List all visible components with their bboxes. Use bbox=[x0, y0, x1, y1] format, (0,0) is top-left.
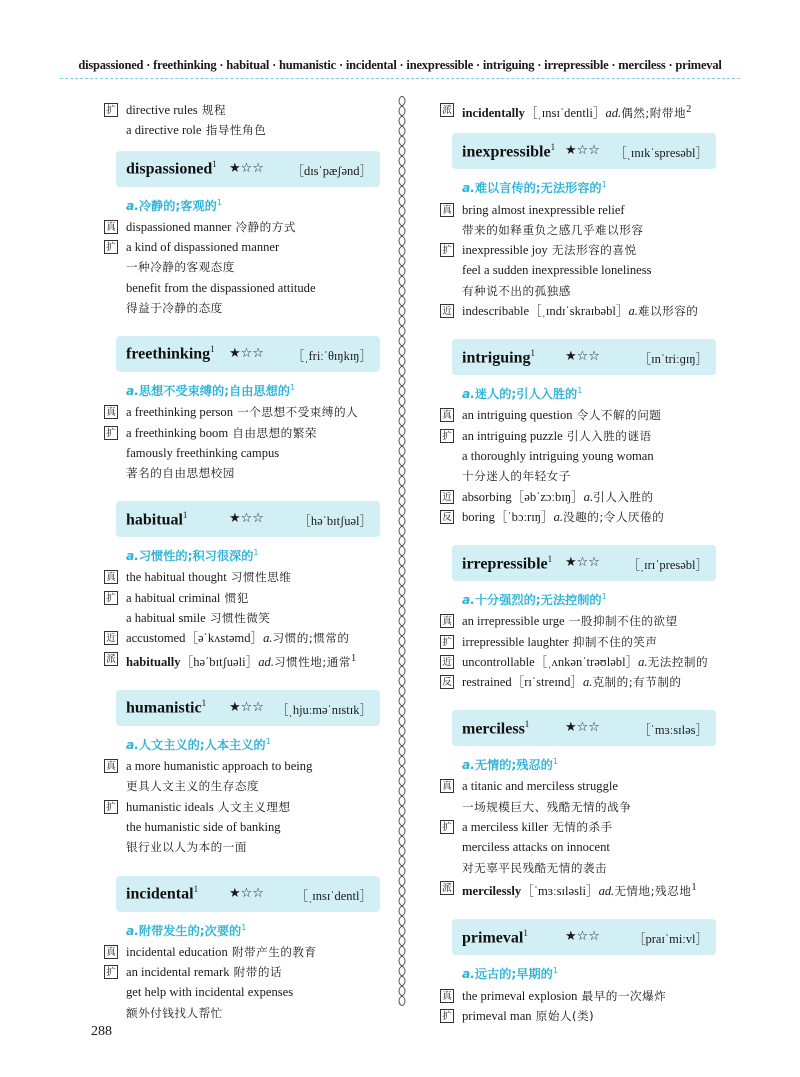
label-badge: 真 bbox=[440, 989, 454, 1003]
phonetic: ［ˌɪnsɪˈdentl］ bbox=[295, 888, 372, 903]
example-line bbox=[104, 776, 380, 796]
sense-superscript: 1 bbox=[601, 592, 607, 602]
chinese-text: 指导性角色 bbox=[201, 123, 267, 138]
chinese-text: 引人入胜的谜语 bbox=[562, 428, 652, 443]
english-text: humanistic ideals bbox=[126, 799, 214, 814]
entry-spacer bbox=[440, 527, 716, 535]
right-column bbox=[440, 100, 716, 1026]
entry-spacer bbox=[104, 858, 380, 866]
phonetic: ［ˌfriːˈθɪŋkɪŋ］ bbox=[291, 349, 372, 364]
sense-definition bbox=[462, 587, 716, 610]
entry-spacer bbox=[104, 318, 380, 326]
example-line bbox=[440, 776, 716, 796]
chinese-text: 额外付钱找人帮忙 bbox=[126, 1005, 223, 1020]
label-badge: 扩 bbox=[104, 800, 118, 814]
chinese-text: 一种冷静的客观态度 bbox=[126, 260, 235, 275]
chinese-text: 习惯的;惯常的 bbox=[272, 631, 350, 646]
label-badge: 派 bbox=[104, 652, 118, 666]
headword-superscript: 1 bbox=[182, 509, 188, 520]
label-badge: 扩 bbox=[104, 426, 118, 440]
headword bbox=[462, 928, 528, 947]
english-text: an irrepressible urge bbox=[462, 614, 565, 629]
headword bbox=[126, 884, 198, 903]
english-text: dispassioned manner bbox=[126, 219, 232, 234]
english-text: an intriguing puzzle bbox=[462, 428, 563, 443]
example-line bbox=[440, 466, 716, 486]
chinese-text: 带来的如释重负之感几乎难以形容 bbox=[462, 222, 644, 237]
sense-definition bbox=[126, 193, 380, 216]
star-rating: ★☆☆ bbox=[565, 143, 600, 159]
chinese-text: 自由思想的繁荣 bbox=[228, 425, 317, 440]
english-text: ［həˈbɪtʃuəli］ bbox=[180, 654, 259, 669]
star-rating: ★☆☆ bbox=[565, 929, 600, 945]
sense-text: 难以言传的;无法形容的 bbox=[474, 181, 602, 196]
english-text: a habitual criminal bbox=[126, 590, 221, 605]
example-line bbox=[104, 982, 380, 1002]
headword-text: freethinking bbox=[126, 345, 211, 363]
headword-text: irrepressible bbox=[462, 554, 548, 572]
example-line bbox=[440, 301, 716, 321]
label-badge: 扩 bbox=[440, 635, 454, 649]
sense-definition bbox=[462, 381, 716, 404]
label-badge: 真 bbox=[104, 570, 118, 584]
label-badge: 扩 bbox=[440, 820, 454, 834]
part-of-speech: ad. bbox=[598, 884, 615, 899]
sense-pos: a. bbox=[126, 549, 139, 564]
label-badge: 真 bbox=[440, 779, 454, 793]
sense-pos: a. bbox=[126, 738, 139, 753]
chinese-text: 一个思想不受束缚的人 bbox=[233, 405, 359, 420]
chinese-text: 抑制不住的笑声 bbox=[568, 634, 658, 649]
phonetic: ［ˌɪnɪkˈspresəbl］ bbox=[614, 146, 708, 161]
chinese-text: 习惯性思维 bbox=[226, 570, 292, 585]
chinese-text: 引人入胜的 bbox=[593, 489, 654, 504]
label-badge: 近 bbox=[440, 490, 454, 504]
entry-spacer bbox=[104, 672, 380, 680]
headword-superscript: 1 bbox=[193, 884, 199, 894]
example-line bbox=[440, 652, 716, 672]
entry-headword-bar bbox=[116, 690, 380, 726]
english-text: uncontrollable［ˌʌnkənˈtrəʊləbl］ bbox=[462, 654, 639, 669]
phonetic: ［ˌɪrɪˈpresəbl］ bbox=[627, 558, 708, 573]
part-of-speech: a. bbox=[583, 675, 593, 690]
headword-text: incidental bbox=[126, 885, 194, 903]
entry-headword-bar bbox=[116, 336, 380, 372]
running-header: dispassioned · freethinking · habitual · humanistic · incidental · inexpressible · intriguing · irrepressible · merciless · primeval bbox=[78, 58, 722, 72]
example-line bbox=[440, 200, 716, 220]
chinese-text: 对无辜平民残酷无情的袭击 bbox=[462, 860, 608, 875]
left-column bbox=[104, 100, 380, 1023]
example-line bbox=[440, 240, 716, 260]
example-line bbox=[440, 487, 716, 507]
star-rating: ★☆☆ bbox=[229, 160, 264, 176]
example-line bbox=[440, 260, 716, 280]
english-text: merciless attacks on innocent bbox=[462, 840, 610, 855]
phonetic: ［ˈmɜːsɪləs］ bbox=[638, 723, 708, 738]
sense-text: 十分强烈的;无法控制的 bbox=[474, 593, 602, 608]
english-text: feel a sudden inexpressible loneliness bbox=[462, 263, 652, 278]
chinese-text: 人文主义理想 bbox=[213, 799, 291, 814]
chinese-text: 冷静的方式 bbox=[231, 219, 296, 234]
example-line bbox=[104, 1003, 380, 1023]
example-line bbox=[440, 632, 716, 652]
entry-headword-bar bbox=[116, 501, 380, 537]
example-line bbox=[104, 443, 380, 463]
example-line bbox=[440, 446, 716, 466]
headword-superscript: 1 bbox=[547, 553, 553, 564]
example-line bbox=[440, 878, 716, 901]
sense-superscript: 1 bbox=[253, 548, 259, 558]
star-rating: ★☆☆ bbox=[229, 885, 264, 901]
chinese-text: 一场规模巨大、残酷无情的战争 bbox=[462, 799, 632, 814]
label-badge: 真 bbox=[104, 220, 118, 234]
example-line bbox=[104, 423, 380, 443]
label-badge: 反 bbox=[440, 510, 454, 524]
sense-text: 迷人的;引人入胜的 bbox=[474, 387, 578, 402]
sense-pos: a. bbox=[462, 181, 475, 196]
english-text: absorbing［əbˈzɔːbɪŋ］ bbox=[462, 489, 584, 504]
part-of-speech: a. bbox=[583, 489, 594, 504]
chinese-text: 银行业以人为本的一面 bbox=[126, 840, 247, 855]
english-text: get help with incidental expenses bbox=[126, 985, 294, 1000]
chinese-text: 难以形容的 bbox=[637, 304, 699, 319]
chinese-text: 十分迷人的年轻女子 bbox=[462, 469, 571, 484]
example-line bbox=[440, 405, 716, 425]
english-text: ［ˈmɜːsɪləsli］ bbox=[521, 884, 599, 899]
entry-spacer bbox=[104, 483, 380, 491]
example-line bbox=[440, 611, 716, 631]
derived-word: mercilessly bbox=[462, 884, 522, 899]
english-text: a freethinking person bbox=[126, 405, 234, 420]
sense-definition bbox=[126, 918, 380, 941]
english-text: a habitual smile bbox=[126, 611, 206, 626]
phonetic: ［dɪsˈpæʃənd］ bbox=[291, 163, 372, 178]
derived-word: habitually bbox=[126, 654, 181, 669]
example-line bbox=[440, 1006, 716, 1026]
sense-text: 人文主义的;人本主义的 bbox=[138, 738, 266, 753]
label-badge: 扩 bbox=[440, 429, 454, 443]
chinese-text: 无情的杀手 bbox=[548, 820, 613, 835]
label-badge: 扩 bbox=[104, 240, 118, 254]
label-badge: 真 bbox=[104, 759, 118, 773]
headword-superscript: 1 bbox=[550, 141, 556, 152]
chinese-text: 克制的;有节制的 bbox=[592, 675, 682, 690]
sense-superscript: 1 bbox=[552, 966, 558, 976]
chinese-text: 偶然;附带地 bbox=[621, 106, 687, 121]
entry-headword-bar bbox=[452, 339, 716, 375]
headword-superscript: 1 bbox=[523, 927, 528, 938]
chinese-text: 无情地;残忍地 bbox=[614, 884, 692, 899]
headword bbox=[126, 510, 187, 529]
chinese-text: 附带的话 bbox=[229, 965, 283, 980]
part-of-speech: ad. bbox=[258, 654, 274, 669]
example-line bbox=[440, 986, 716, 1006]
star-rating: ★☆☆ bbox=[229, 700, 264, 716]
label-badge: 反 bbox=[440, 675, 454, 689]
english-text: the humanistic side of banking bbox=[126, 820, 281, 835]
english-text: a titanic and merciless struggle bbox=[462, 779, 618, 794]
english-text: the habitual thought bbox=[126, 570, 227, 585]
chinese-text: 无法控制的 bbox=[647, 654, 709, 669]
headword bbox=[462, 719, 529, 738]
sense-pos: a. bbox=[462, 758, 475, 773]
headword bbox=[126, 344, 215, 363]
entry-headword-bar bbox=[116, 876, 380, 912]
sense-pos: a. bbox=[126, 384, 139, 399]
sense-definition bbox=[126, 732, 380, 755]
sense-text: 附带发生的;次要的 bbox=[138, 923, 242, 938]
example-line bbox=[104, 837, 380, 857]
english-text: ［ˌɪnsɪˈdentli］ bbox=[524, 106, 606, 121]
example-line bbox=[440, 100, 716, 123]
frequency-superscript: 2 bbox=[686, 104, 692, 115]
phonetic: ［ˌhjuːməˈnɪstɪk］ bbox=[276, 703, 372, 718]
example-line bbox=[104, 628, 380, 648]
example-line bbox=[104, 962, 380, 982]
headword bbox=[126, 698, 206, 717]
sense-text: 冷静的;客观的 bbox=[138, 198, 217, 213]
english-text: bring almost inexpressible relief bbox=[462, 202, 625, 217]
english-text: accustomed［əˈkʌstəmd］ bbox=[126, 631, 264, 646]
chinese-text: 没趣的;令人厌倦的 bbox=[563, 509, 665, 524]
frequency-superscript: 1 bbox=[350, 652, 357, 664]
example-line bbox=[440, 507, 716, 527]
star-rating: ★☆☆ bbox=[565, 555, 600, 571]
label-badge: 近 bbox=[440, 655, 454, 669]
chinese-text: 附带产生的教育 bbox=[227, 944, 317, 959]
chinese-text: 有种说不出的孤独感 bbox=[462, 283, 571, 298]
sense-superscript: 1 bbox=[289, 383, 296, 393]
label-badge: 真 bbox=[104, 405, 118, 419]
headword-superscript: 1 bbox=[212, 158, 217, 169]
english-text: a directive role bbox=[126, 123, 202, 138]
english-text: a freethinking boom bbox=[126, 425, 229, 440]
sense-pos: a. bbox=[462, 967, 475, 982]
label-badge: 真 bbox=[440, 203, 454, 217]
sense-text: 远古的;早期的 bbox=[474, 967, 553, 982]
example-line bbox=[440, 426, 716, 446]
part-of-speech: a. bbox=[263, 631, 273, 646]
sense-superscript: 1 bbox=[577, 386, 583, 396]
example-line bbox=[104, 797, 380, 817]
chinese-text: 令人不解的问题 bbox=[572, 408, 662, 423]
english-text: an incidental remark bbox=[126, 965, 230, 980]
english-text: indescribable［ˌɪndɪˈskraɪbəbl］ bbox=[462, 304, 629, 319]
sense-pos: a. bbox=[126, 923, 139, 938]
sense-superscript: 1 bbox=[265, 737, 271, 747]
example-line bbox=[440, 858, 716, 878]
sense-text: 思想不受束缚的;自由思想的 bbox=[138, 384, 290, 399]
example-line bbox=[104, 217, 380, 237]
headword-text: dispassioned bbox=[126, 160, 213, 178]
example-line bbox=[104, 649, 380, 672]
headword-text: intriguing bbox=[462, 348, 531, 366]
example-line bbox=[104, 298, 380, 318]
example-line bbox=[104, 257, 380, 277]
sense-definition bbox=[462, 961, 716, 984]
english-text: famously freethinking campus bbox=[126, 445, 280, 460]
chinese-text: 习惯性地;通常 bbox=[274, 654, 351, 669]
chinese-text: 无法形容的喜悦 bbox=[547, 243, 637, 258]
entry-spacer bbox=[440, 692, 716, 700]
headword bbox=[462, 348, 535, 367]
example-line bbox=[104, 100, 380, 120]
headword bbox=[126, 159, 217, 178]
example-line bbox=[104, 278, 380, 298]
example-line bbox=[440, 837, 716, 857]
example-line bbox=[104, 567, 380, 587]
chinese-text: 最早的一次爆炸 bbox=[577, 988, 667, 1003]
sense-pos: a. bbox=[462, 593, 475, 608]
sense-superscript: 1 bbox=[216, 197, 222, 207]
example-line bbox=[440, 817, 716, 837]
headword-superscript: 1 bbox=[201, 698, 207, 709]
entry-headword-bar bbox=[452, 919, 716, 955]
headword bbox=[462, 142, 555, 161]
english-text: incidental education bbox=[126, 944, 228, 959]
english-text: a more humanistic approach to being bbox=[126, 759, 313, 774]
example-line bbox=[104, 237, 380, 257]
sense-superscript: 1 bbox=[552, 757, 558, 767]
chinese-text: 原始人(类) bbox=[531, 1008, 595, 1023]
star-rating: ★☆☆ bbox=[229, 346, 264, 362]
column-divider-ornament bbox=[397, 96, 407, 1006]
entry-headword-bar bbox=[452, 710, 716, 746]
example-line bbox=[440, 797, 716, 817]
chinese-text: 一股抑制不住的欲望 bbox=[564, 614, 678, 629]
star-rating: ★☆☆ bbox=[565, 349, 600, 365]
chinese-text: 惯犯 bbox=[220, 590, 249, 605]
label-badge: 派 bbox=[440, 881, 454, 895]
english-text: inexpressible joy bbox=[462, 243, 548, 258]
example-line bbox=[104, 608, 380, 628]
example-line bbox=[104, 463, 380, 483]
label-badge: 真 bbox=[440, 408, 454, 422]
entry-spacer bbox=[440, 321, 716, 329]
header-rule bbox=[60, 78, 740, 79]
sense-definition bbox=[126, 543, 380, 566]
headword-text: habitual bbox=[126, 511, 183, 529]
phonetic: ［praɪˈmiːvl］ bbox=[633, 932, 708, 947]
label-badge: 真 bbox=[440, 614, 454, 628]
example-line bbox=[440, 672, 716, 692]
part-of-speech: ad. bbox=[605, 106, 622, 121]
label-badge: 近 bbox=[440, 304, 454, 318]
part-of-speech: a. bbox=[628, 304, 638, 319]
label-badge: 扩 bbox=[440, 243, 454, 257]
sense-pos: a. bbox=[462, 387, 475, 402]
chinese-text: 著名的自由思想校园 bbox=[126, 466, 235, 481]
english-text: directive rules bbox=[126, 103, 198, 117]
frequency-superscript: 1 bbox=[691, 881, 697, 893]
english-text: irrepressible laughter bbox=[462, 634, 569, 649]
english-text: restrained［rɪˈstreɪnd］ bbox=[462, 675, 583, 690]
label-badge: 扩 bbox=[440, 1009, 454, 1023]
star-rating: ★☆☆ bbox=[565, 720, 600, 736]
headword-text: inexpressible bbox=[462, 143, 551, 161]
chinese-text: 规程 bbox=[197, 103, 227, 117]
english-text: boring［ˈbɔːrɪŋ］ bbox=[462, 509, 554, 524]
entry-headword-bar bbox=[452, 545, 716, 581]
headword-superscript: 1 bbox=[530, 347, 535, 358]
sense-definition bbox=[126, 378, 380, 401]
entry-headword-bar bbox=[452, 133, 716, 169]
star-rating: ★☆☆ bbox=[229, 511, 264, 527]
english-text: a kind of dispassioned manner bbox=[126, 239, 280, 254]
example-line bbox=[104, 817, 380, 837]
derived-word: incidentally bbox=[462, 106, 525, 121]
sense-superscript: 1 bbox=[601, 180, 607, 190]
example-line bbox=[104, 756, 380, 776]
sense-text: 习惯性的;积习很深的 bbox=[138, 549, 254, 564]
example-line bbox=[440, 281, 716, 301]
chinese-text: 更具人文主义的生存态度 bbox=[126, 779, 260, 794]
english-text: a thoroughly intriguing young woman bbox=[462, 448, 654, 463]
phonetic: ［ɪnˈtriːɡɪŋ］ bbox=[638, 352, 708, 367]
example-line bbox=[104, 120, 380, 140]
headword-superscript: 1 bbox=[210, 344, 215, 355]
sense-pos: a. bbox=[126, 198, 139, 213]
sense-superscript: 1 bbox=[241, 922, 247, 932]
chinese-text: 得益于冷静的态度 bbox=[126, 300, 223, 315]
sense-definition bbox=[462, 752, 716, 775]
label-badge: 扩 bbox=[104, 965, 118, 979]
english-text: benefit from the dispassioned attitude bbox=[126, 280, 316, 295]
english-text: an intriguing question bbox=[462, 408, 573, 423]
page-number: 288 bbox=[91, 1024, 112, 1039]
english-text: a merciless killer bbox=[462, 820, 549, 835]
phonetic: ［həˈbɪtʃuəl］ bbox=[298, 514, 372, 529]
part-of-speech: a. bbox=[638, 654, 648, 669]
sense-definition bbox=[462, 175, 716, 198]
chinese-text: 习惯性微笑 bbox=[205, 611, 271, 626]
headword-text: primeval bbox=[462, 929, 524, 947]
label-badge: 扩 bbox=[104, 103, 118, 117]
headword bbox=[462, 554, 552, 573]
headword-text: merciless bbox=[462, 720, 525, 738]
example-line bbox=[440, 220, 716, 240]
headword-text: humanistic bbox=[126, 699, 202, 717]
english-text: primeval man bbox=[462, 1008, 532, 1023]
label-badge: 扩 bbox=[104, 591, 118, 605]
part-of-speech: a. bbox=[553, 509, 564, 524]
headword-superscript: 1 bbox=[524, 718, 530, 729]
label-badge: 真 bbox=[104, 945, 118, 959]
sense-text: 无情的;残忍的 bbox=[474, 758, 553, 773]
label-badge: 近 bbox=[104, 631, 118, 645]
example-line bbox=[104, 402, 380, 422]
entry-spacer bbox=[440, 901, 716, 909]
english-text: the primeval explosion bbox=[462, 988, 578, 1003]
example-line bbox=[104, 942, 380, 962]
entry-headword-bar bbox=[116, 151, 380, 187]
example-line bbox=[104, 588, 380, 608]
label-badge: 派 bbox=[440, 103, 454, 117]
